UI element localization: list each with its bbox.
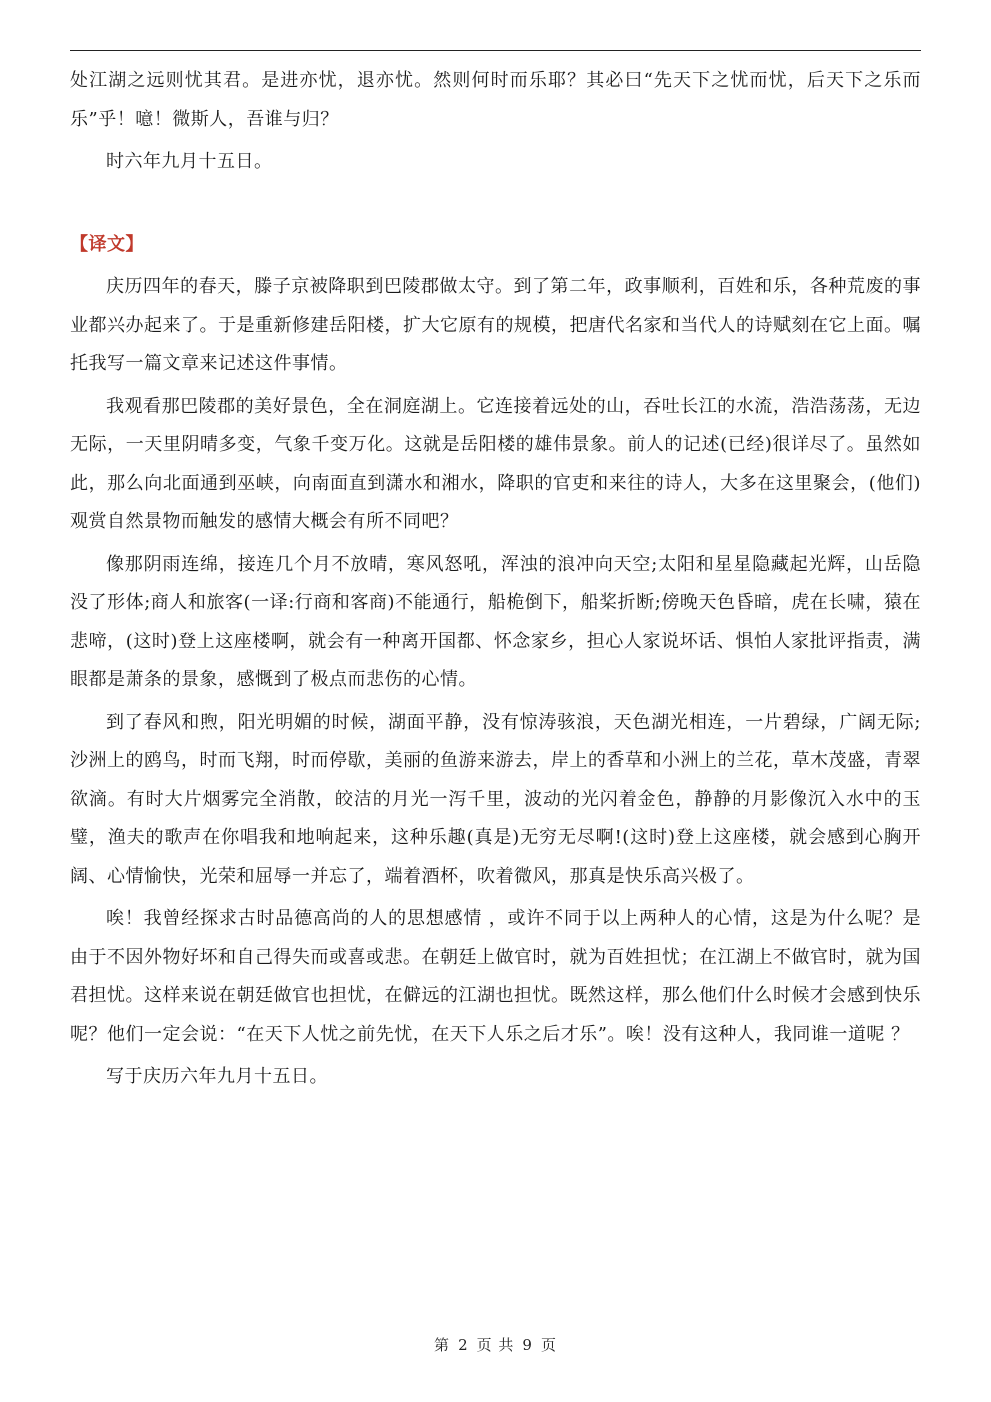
page-footer <box>0 1334 991 1355</box>
translation-heading: 【译文】 <box>70 233 144 255</box>
footer-suffix: 页 <box>540 1336 557 1354</box>
footer-total-pages: 9 <box>522 1336 533 1354</box>
document-body <box>70 62 921 1097</box>
translation-date: 写于庆历六年九月十五日。 <box>106 1066 328 1087</box>
footer-page-number: 2 <box>458 1336 469 1354</box>
translation-paragraph-5: 唉！我曾经探求古时品德高尚的人的思想感情 ，或许不同于以上两种人的心情，这是为什么呢？是由于不因外物好坏和自己得失而或喜或悲。在朝廷上做官时，就为百姓担忧；在江湖上不做官时，就为国君担忧。这样来说在朝廷做官也担忧，在僻远的江湖也担忧。既然这样，那么他们什么时候才会感到快乐呢？他们一定会说：“在天下人忧之前先忧，在天下人乐之后才乐”。唉！没有这种人，我同谁一道呢 ？ <box>70 908 921 1045</box>
translation-paragraph-2: 我观看那巴陵郡的美好景色，全在洞庭湖上。它连接着远处的山，吞吐长江的水流，浩浩荡荡，无边无际，一天里阴晴多变，气象千变万化。这就是岳阳楼的雄伟景象。前人的记述(已经)很详尽了。虽然如此，那么向北面通到巫峡，向南面直到潇水和湘水，降职的官吏和来往的诗人，大多在这里聚会，(他们)观赏自然景物而触发的感情大概会有所不同吧？ <box>70 395 921 532</box>
original-text-tail: 处江湖之远则忧其君。是进亦忧，退亦忧。然则何时而乐耶？其必曰“先天下之忧而忧，后天下之乐而乐”乎！噫！微斯人，吾谁与归？ <box>70 70 921 130</box>
footer-middle: 页 共 <box>476 1336 515 1354</box>
footer-prefix: 第 <box>434 1336 451 1354</box>
top-divider <box>70 50 921 51</box>
translation-paragraph-3: 像那阴雨连绵，接连几个月不放晴，寒风怒吼，浑浊的浪冲向天空;太阳和星星隐藏起光辉，山岳隐没了形体;商人和旅客(一译:行商和客商)不能通行，船桅倒下，船桨折断;傍晚天色昏暗，虎在长啸，猿在悲啼，(这时)登上这座楼啊，就会有一种离开国都、怀念家乡，担心人家说坏话、惧怕人家批评指责，满眼都是萧条的景象，感慨到了极点而悲伤的心情。 <box>70 553 921 690</box>
original-date: 时六年九月十五日。 <box>106 151 273 172</box>
translation-paragraph-1: 庆历四年的春天，滕子京被降职到巴陵郡做太守。到了第二年，政事顺利，百姓和乐，各种荒废的事业都兴办起来了。于是重新修建岳阳楼，扩大它原有的规模，把唐代名家和当代人的诗赋刻在它上面。嘱托我写一篇文章来记述这件事情。 <box>70 276 921 374</box>
translation-paragraph-4: 到了春风和煦，阳光明媚的时候，湖面平静，没有惊涛骇浪，天色湖光相连，一片碧绿，广阔无际;沙洲上的鸥鸟，时而飞翔，时而停歇，美丽的鱼游来游去，岸上的香草和小洲上的兰花，草木茂盛，青翠欲滴。有时大片烟雾完全消散，皎洁的月光一泻千里，波动的光闪着金色，静静的月影像沉入水中的玉璧，渔夫的歌声在你唱我和地响起来，这种乐趣(真是)无穷无尽啊!(这时)登上这座楼，就会感到心胸开阔、心情愉快，光荣和屈辱一并忘了，端着酒杯，吹着微风，那真是快乐高兴极了。 <box>70 711 921 887</box>
